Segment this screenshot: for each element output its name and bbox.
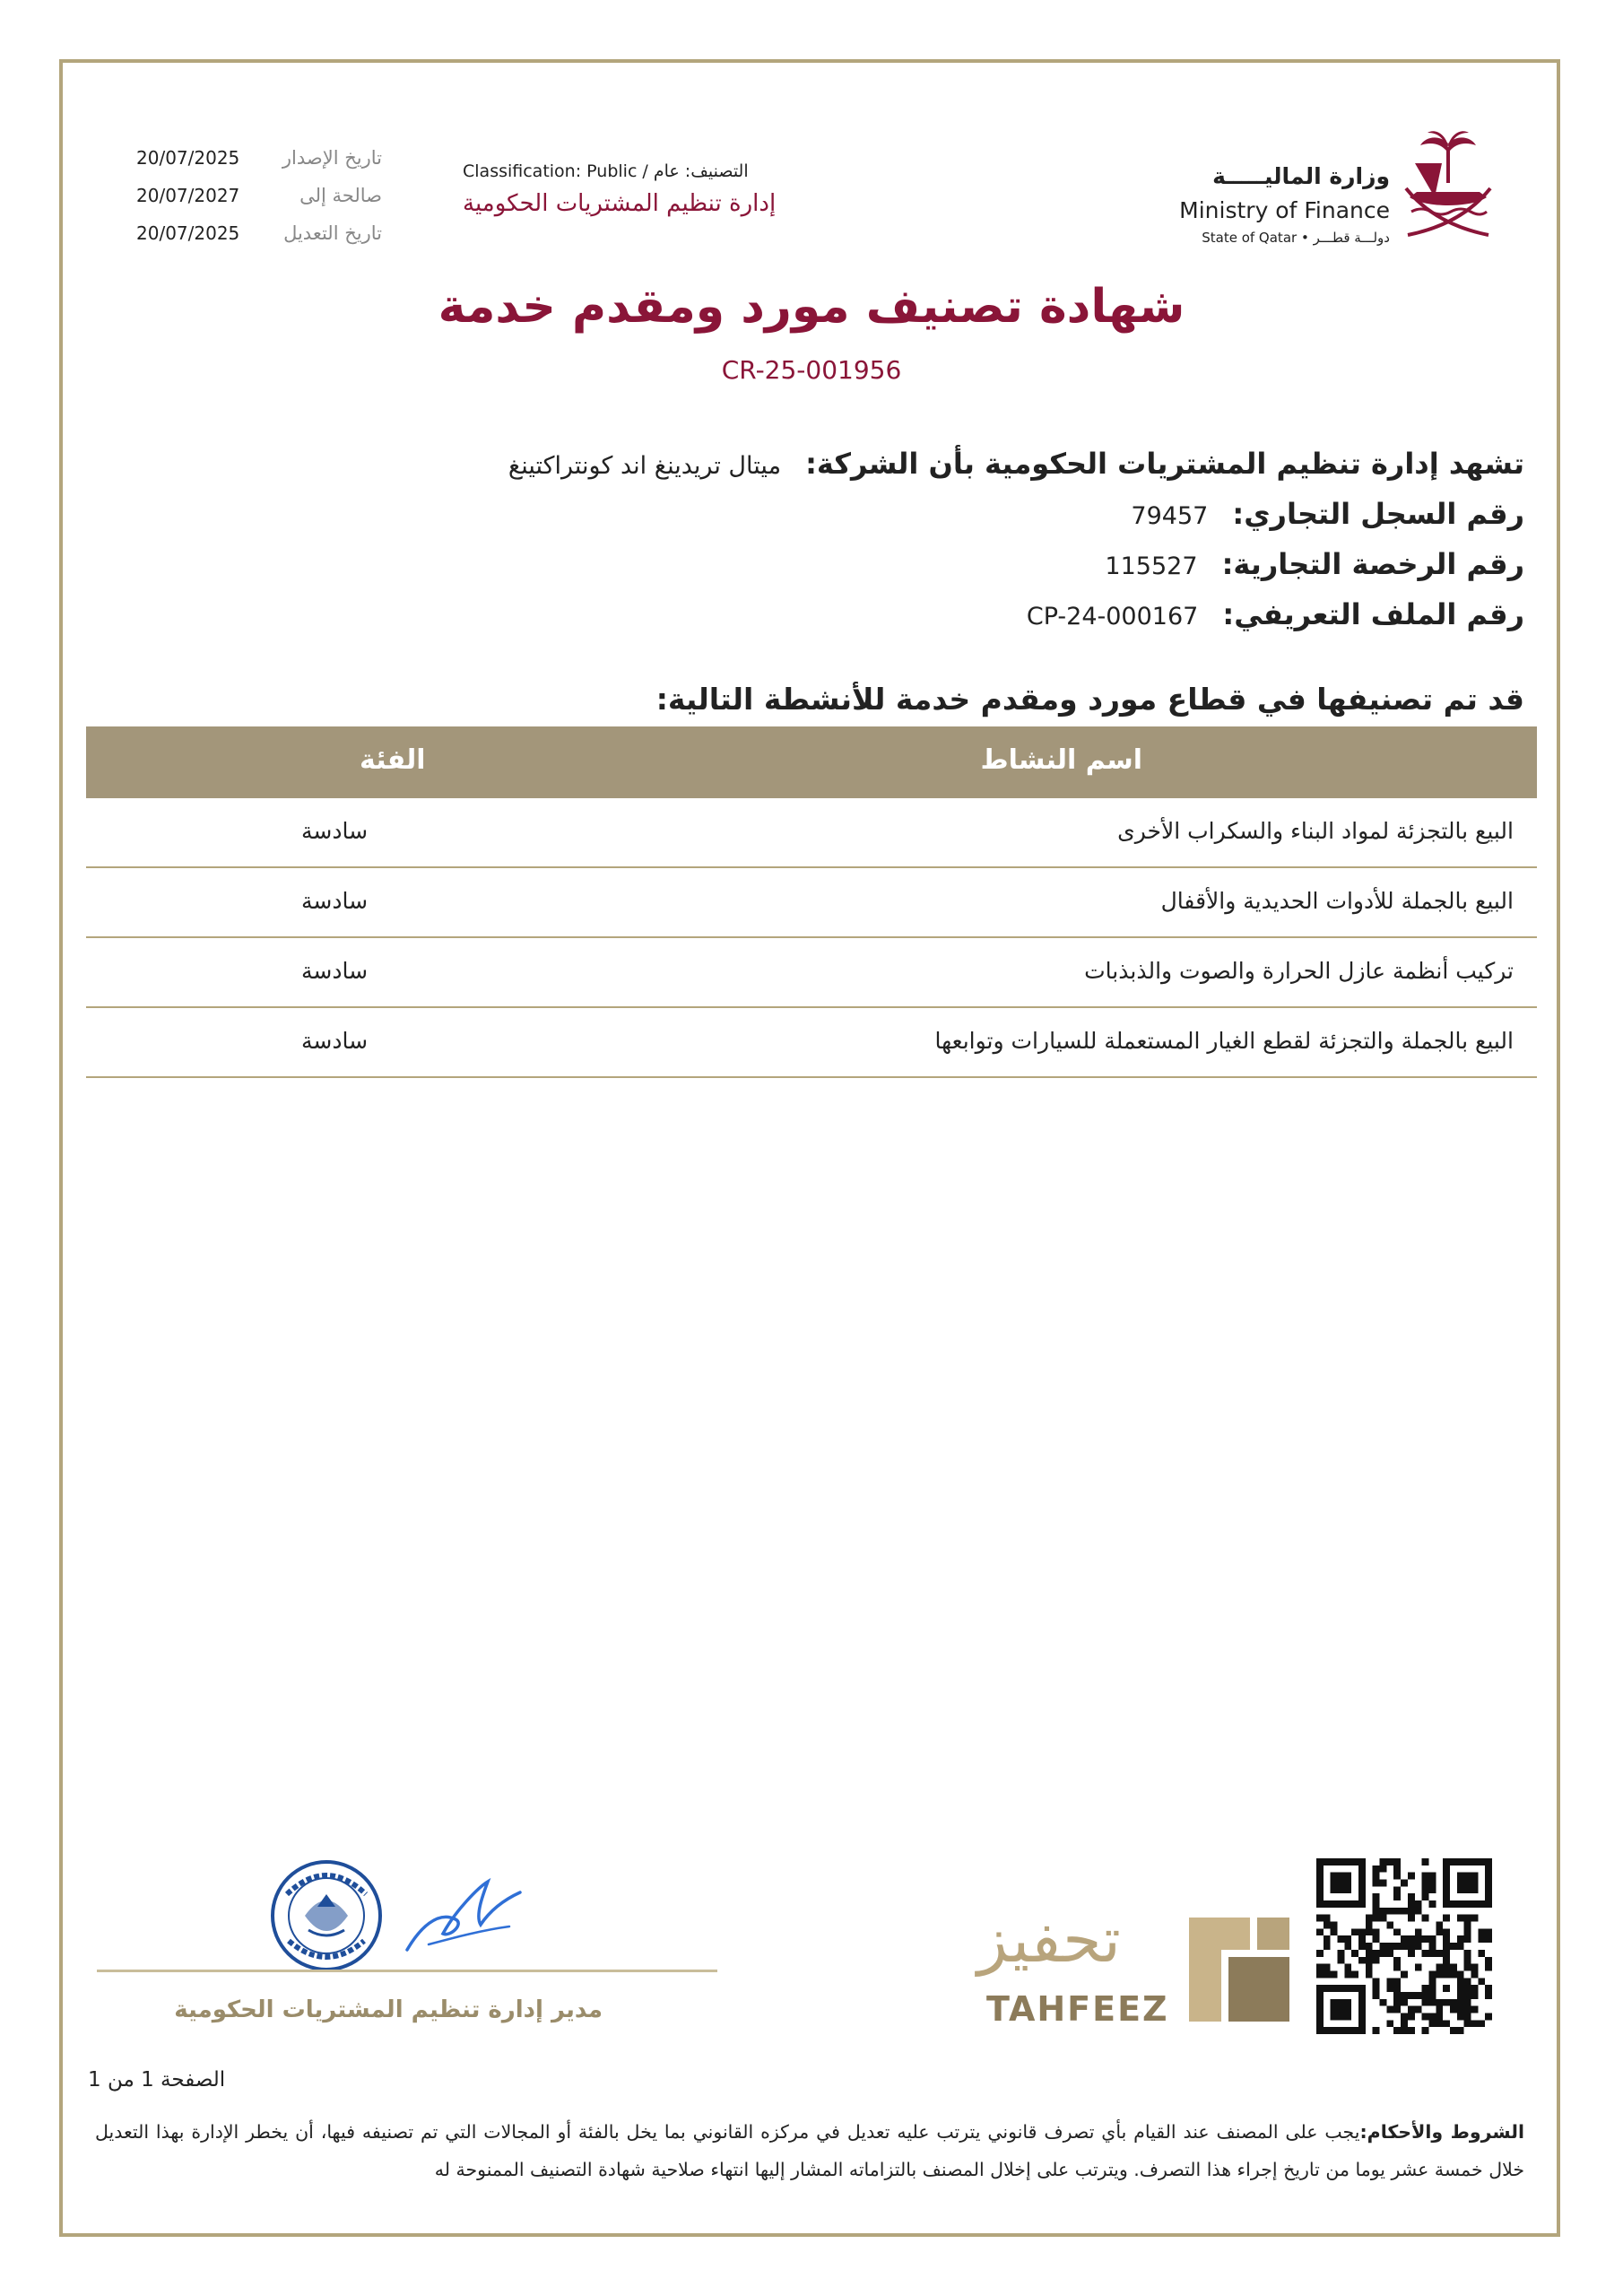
modified-date-value: 20/07/2025 [136, 222, 240, 244]
activity-category: سادسة [301, 888, 369, 914]
company-intro-label: تشهد إدارة تنظيم المشتريات الحكومية بأن الشركة: [805, 447, 1524, 481]
modified-date-label: تاريخ التعديل [283, 222, 382, 244]
valid-until-label: صالحة إلى [299, 185, 382, 206]
signature-line [97, 1970, 717, 1972]
activity-category: سادسة [301, 1028, 369, 1054]
activity-category: سادسة [301, 958, 369, 984]
activity-category: سادسة [301, 818, 369, 844]
qr-code-icon[interactable] [1316, 1858, 1492, 2034]
company-info [448, 447, 1524, 648]
category-column-header: الفئة [360, 744, 426, 776]
page-number: الصفحة 1 من 1 [88, 2068, 226, 2092]
terms-text: يجب على المصنف عند القيام بأي تصرف قانوني يترتب عليه تعديل في مركزه القانوني بما يخل بالفئة أو المجالات التي تم تصنيفه فيها، أن يخطر الإدارة بهذا التعديل خلال خمسة عشر يوما من تاريخ إجراء هذا التصرف. ويترتب على إخلال المصنف بالتزاماته المشار إليها انتهاء صلاحية شهادة التصنيف الممنوحة له [95, 2121, 1524, 2180]
dates-block [126, 147, 395, 260]
ministry-name-arabic: وزارة الماليـــــة [1212, 163, 1390, 189]
issue-date-row [126, 147, 395, 185]
activities-table [86, 726, 1537, 1078]
valid-until-value: 20/07/2027 [136, 185, 240, 206]
table-row [86, 1008, 1537, 1078]
certificate-number: CR-25-001956 [721, 355, 902, 385]
modified-date-row [126, 222, 395, 260]
profile-number-value: CP-24-000167 [1026, 603, 1199, 631]
commercial-register-row [448, 497, 1524, 547]
activities-heading: قد تم تصنيفها في قطاع مورد ومقدم خدمة للأنشطة التالية: [655, 682, 1524, 717]
tahfeez-english: TAHFEEZ [986, 1989, 1169, 2029]
tahfeez-logo [977, 1903, 1300, 2029]
department-name: إدارة تنظيم المشتريات الحكومية [463, 190, 777, 217]
tahfeez-mark-icon [1185, 1914, 1293, 2025]
issue-date-label: تاريخ الإصدار [282, 147, 382, 169]
table-row [86, 938, 1537, 1008]
activity-name: تركيب أنظمة عازل الحرارة والصوت والذبذبات [1084, 958, 1514, 984]
commercial-register-label: رقم السجل التجاري: [1232, 497, 1524, 531]
qatar-emblem-icon [1399, 126, 1497, 242]
activity-name: البيع بالتجزئة لمواد البناء والسكراب الأخرى [1117, 818, 1514, 844]
trade-license-label: رقم الرخصة التجارية: [1221, 547, 1524, 581]
ministry-name-english: Ministry of Finance [1179, 197, 1390, 223]
trade-license-row [448, 547, 1524, 597]
company-name: ميتال تريدينغ اند كونتراكتينغ [508, 452, 782, 480]
signer-title: مدير إدارة تنظيم المشتريات الحكومية [174, 1996, 603, 2023]
official-seal-icon [269, 1858, 384, 1973]
terms-and-conditions [95, 2113, 1524, 2188]
table-header [86, 726, 1537, 798]
activity-column-header: اسم النشاط [980, 744, 1142, 776]
profile-number-label: رقم الملف التعريفي: [1222, 597, 1524, 631]
company-name-row [448, 447, 1524, 497]
certificate-title: شهادة تصنيف مورد ومقدم خدمة [438, 280, 1185, 334]
activity-name: البيع بالجملة للأدوات الحديدية والأقفال [1160, 888, 1514, 914]
state-of-qatar-label: State of Qatar • دولـــة قطـــر [1202, 230, 1390, 246]
table-row [86, 798, 1537, 868]
commercial-register-value: 79457 [1131, 502, 1209, 530]
profile-number-row [448, 597, 1524, 648]
ministry-logo [1179, 126, 1497, 251]
signature-icon [402, 1874, 527, 1955]
table-row [86, 868, 1537, 938]
trade-license-value: 115527 [1105, 552, 1198, 580]
valid-until-row [126, 185, 395, 222]
issue-date-value: 20/07/2025 [136, 147, 240, 169]
tahfeez-arabic: تحفيز [977, 1903, 1121, 1977]
terms-label: الشروط والأحكام: [1359, 2121, 1524, 2143]
activity-name: البيع بالجملة والتجزئة لقطع الغيار المستعملة للسيارات وتوابعها [934, 1028, 1514, 1054]
classification-label: Classification: Public / التصنيف: عام [463, 161, 749, 181]
